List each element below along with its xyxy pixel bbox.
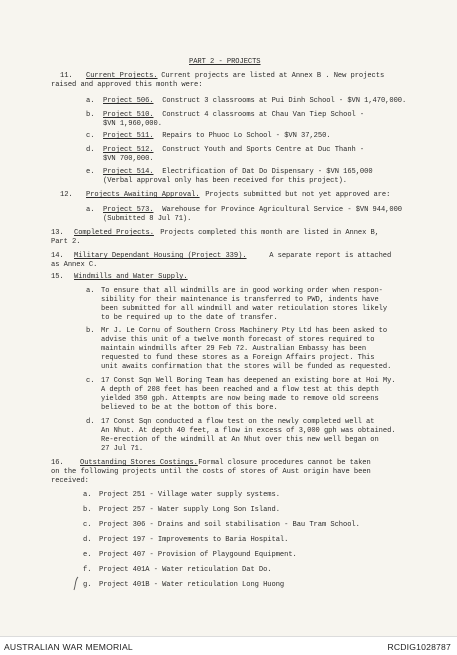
para-11-line2: raised and approved this month were: (51, 81, 203, 89)
para-11e-letter: e. (86, 168, 95, 176)
para-11b-letter: b. (86, 111, 95, 119)
para-16d-text: Project 197 - Improvements to Baria Hospital. (99, 536, 289, 544)
para-11d-text2: $VN 700,000. (103, 155, 154, 163)
para-15-title: Windmills and Water Supply. (74, 273, 188, 281)
para-15a-line: to be required up to the date of transfer. (101, 314, 278, 322)
para-16b-text: Project 257 - Water supply Long Son Island. (99, 506, 280, 514)
para-15d-line: An Nhut. At depth 40 feet, a flow in excess of 3,000 gph was obtained. (101, 427, 396, 435)
para-11c-letter: c. (86, 132, 95, 140)
para-15a-line: been submitted for all windmill and water reticulation stores likely (101, 305, 388, 313)
para-12-line1: Projects submitted but not yet approved are: (201, 191, 391, 199)
para-15b-line: advise this unit of a twelve month forecast of stores required to (101, 336, 375, 344)
para-11e-text2: (Verbal approval only has been received for this project). (103, 177, 348, 185)
para-16-title: Outstanding Stores Costings. (80, 459, 198, 467)
para-11c-project: Project 511. (103, 132, 154, 140)
footer-archive-name: AUSTRALIAN WAR MEMORIAL (4, 642, 133, 652)
para-13-line2: Part 2. (51, 238, 81, 246)
para-15b-line: unit awaits confirmation that the stores will be funded as requested. (101, 363, 392, 371)
para-15d-line: 17 Const Sqn conducted a flow test on the newly completed well at (101, 418, 375, 426)
para-11-number: 11. (60, 72, 73, 80)
para-16-line2: on the following projects until the costs of stores of Aust origin have been (51, 468, 371, 476)
para-15d-letter: d. (86, 418, 95, 426)
para-15b-line: maintain windmills after 29 Feb 72. Australian Embassy has been (101, 345, 367, 353)
para-11c-text: Repairs to Phuoc Lo School - $VN 37,250. (158, 132, 331, 140)
para-15c-line: believed to be at the bottom of this bore. (101, 404, 278, 412)
para-15-number: 15. (51, 273, 64, 281)
para-11a-project: Project 506. (103, 97, 154, 105)
para-14-line1: A separate report is attached (265, 252, 392, 260)
para-16g-letter: g. (83, 581, 92, 589)
para-11e-text: Electrification of Dat Do Dispensary - $VN 165,000 (158, 168, 373, 176)
para-16-line1: Formal closure procedures cannot be taken (194, 459, 371, 467)
para-15b-line: requested to fund these stores as a Foreign Affairs project. This (101, 354, 375, 362)
para-13-number: 13. (51, 229, 64, 237)
para-16e-letter: e. (83, 551, 92, 559)
para-11d-text: Construct Youth and Sports Centre at Duc Thanh - (158, 146, 365, 154)
para-14-number: 14. (51, 252, 64, 260)
para-13-title: Completed Projects. (74, 229, 154, 237)
para-11b-text: Construct 4 classrooms at Chau Van Tiep School - (158, 111, 365, 119)
para-12a-text: Warehouse for Province Agricultural Service - $VN 944,000 (158, 206, 403, 214)
para-15d-line: 27 Jul 71. (101, 445, 144, 453)
para-11a-letter: a. (86, 97, 95, 105)
para-16a-letter: a. (83, 491, 92, 499)
para-15d-line: Re-erection of the windmill at An Nhut over this new well began on (101, 436, 379, 444)
para-16e-text: Project 407 - Provision of Playgound Equipment. (99, 551, 297, 559)
handwritten-mark-icon (72, 576, 82, 592)
para-16f-text: Project 401A - Water reticulation Dat Do. (99, 566, 272, 574)
para-11-line1: Current projects are listed at Annex B . New projects (157, 72, 385, 80)
para-11b-project: Project 510. (103, 111, 154, 119)
section-heading: PART 2 - PROJECTS (189, 58, 261, 66)
para-16d-letter: d. (83, 536, 92, 544)
para-12-number: 12. (60, 191, 73, 199)
para-14-line2: as Annex C. (51, 261, 98, 269)
para-15c-letter: c. (86, 377, 95, 385)
para-15c-line: yielded 350 gph. Attempts are now being made to remove old screens (101, 395, 379, 403)
para-15a-letter: a. (86, 287, 95, 295)
para-14-title: Military Dependant Housing (Project 339). (74, 252, 247, 260)
para-15b-line: Mr J. Le Cornu of Southern Cross Machinery Pty Ltd has been asked to (101, 327, 388, 335)
para-11a-text: Construct 3 classrooms at Pui Dinh School - $VN 1,470,000. (158, 97, 407, 105)
para-16f-letter: f. (83, 566, 92, 574)
para-12a-letter: a. (86, 206, 95, 214)
para-11b-text2: $VN 1,960,000. (103, 120, 162, 128)
para-12-title: Projects Awaiting Approval. (86, 191, 200, 199)
para-11-title: Current Projects. (86, 72, 158, 80)
para-16g-text: Project 401B - Water reticulation Long Huong (99, 581, 285, 589)
para-11d-letter: d. (86, 146, 95, 154)
para-13-line1: Projects completed this month are listed in Annex B, (156, 229, 379, 237)
para-15c-line: 17 Const Sqn Well Boring Team has deepened an existing bore at Hoi My. (101, 377, 396, 385)
para-16c-text: Project 306 - Drains and soil stabilisation - Bau Tram School. (99, 521, 360, 529)
para-11d-project: Project 512. (103, 146, 154, 154)
para-11e-project: Project 514. (103, 168, 154, 176)
para-15c-line: A depth of 208 feet has been reached and a flow test at this depth (101, 386, 379, 394)
para-15b-letter: b. (86, 327, 95, 335)
para-16c-letter: c. (83, 521, 92, 529)
para-16-number: 16. (51, 459, 64, 467)
para-16b-letter: b. (83, 506, 92, 514)
para-12a-project: Project 573. (103, 206, 154, 214)
para-15a-line: To ensure that all windmills are in good working order when respon- (101, 287, 383, 295)
archive-footer (0, 636, 457, 655)
para-15a-line: sibility for their maintenance is transferred to PWD, indents have (101, 296, 379, 304)
footer-record-id: RCDIG1028787 (387, 642, 451, 652)
para-12a-text2: (Submitted 8 Jul 71). (103, 215, 192, 223)
para-16-line3: received: (51, 477, 89, 485)
para-16a-text: Project 251 - Village water supply systems. (99, 491, 280, 499)
